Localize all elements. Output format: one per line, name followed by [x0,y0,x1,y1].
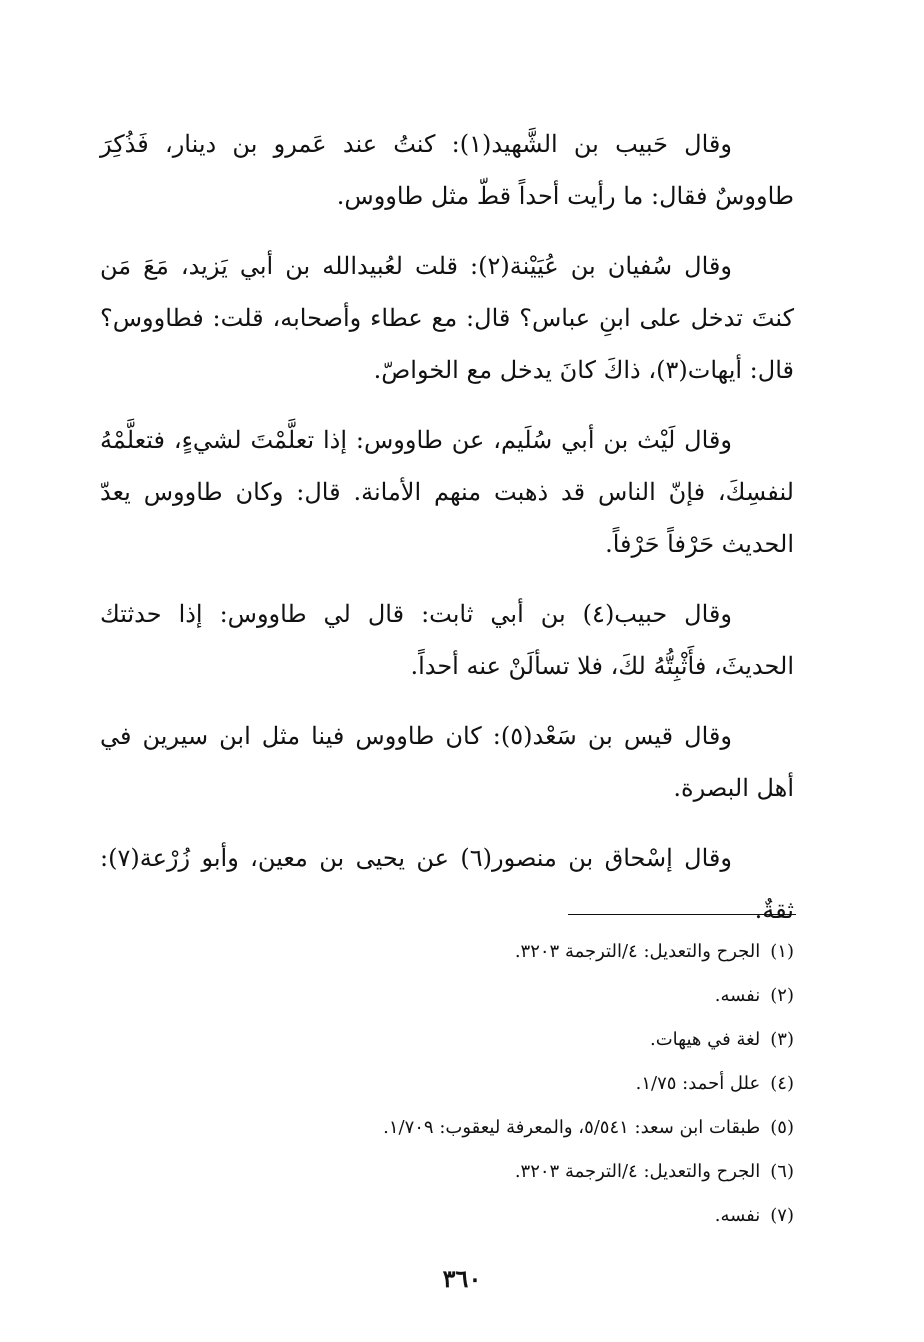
footnotes [100,930,794,1238]
footnote-number: (٣) [770,1029,794,1050]
paragraph-3: وقال لَيْث بن أبي سُلَيم، عن طاووس: إذا تعلَّمْتَ لشيءٍ، فتعلَّمْهُ لنفسِكَ، فإنّ الناس قد ذهبت منهم الأمانة. قال: وكان طاووس يعدّ الحديث حَرْفاً حَرْفاً. [100,426,794,558]
footnote-text: علل أحمد: ١/٧٥. [635,1073,761,1094]
footnote-number: (٥) [770,1117,794,1138]
paragraph-6: وقال إسْحاق بن منصور(٦) عن يحيى بن معين، وأبو زُرْعة(٧): ثقةٌ. [100,844,794,924]
footnote-number: (٦) [770,1161,794,1182]
footnote-text: الجرح والتعديل: ٤/الترجمة ٣٢٠٣. [514,941,761,962]
footnote-text: طبقات ابن سعد: ٥/٥٤١، والمعرفة ليعقوب: ١/٧٠٩. [383,1117,761,1138]
paragraph-1: وقال حَبيب بن الشَّهيد(١): كنتُ عند عَمرو بن دينار، فَذُكِرَ طاووسٌ فقال: ما رأيت أحداً قطّ مثل طاووس. [100,130,794,210]
page-number: ٣٦٠ [442,1264,482,1293]
paragraph-4: وقال حبيب(٤) بن أبي ثابت: قال لي طاووس: إذا حدثتك الحديثَ، فأَثْبِتُّهُ لكَ، فلا تسألَنْ عنه أحداً. [100,600,794,680]
footnote-text: نفسه. [714,985,761,1006]
footnote-number: (١) [770,941,794,962]
footnote-7 [100,1194,794,1238]
footnote-number: (٤) [770,1073,794,1094]
footnote-text: الجرح والتعديل: ٤/الترجمة ٣٢٠٣. [514,1161,761,1182]
footnote-1 [100,930,794,974]
paragraph-5: وقال قيس بن سَعْد(٥): كان طاووس فينا مثل ابن سيرين في أهل البصرة. [100,722,794,802]
footnote-number: (٢) [770,985,794,1006]
footnote-number: (٧) [770,1205,794,1226]
footnote-text: نفسه. [714,1205,761,1226]
paragraph-2: وقال سُفيان بن عُيَيْنة(٢): قلت لعُبيدالله بن أبي يَزيد، مَعَ مَن كنتَ تدخل على ابنِ عباس؟ قال: مع عطاء وأصحابه، قلت: فطاووس؟ قال: أيهات(٣)، ذاكَ كانَ يدخل مع الخواصّ. [100,252,794,384]
main-text [100,118,794,954]
footnote-2 [100,974,794,1018]
footnote-4 [100,1062,794,1106]
footnote-separator [568,914,796,915]
footnote-6 [100,1150,794,1194]
footnote-3 [100,1018,794,1062]
footnote-5 [100,1106,794,1150]
footnote-text: لغة في هيهات. [650,1029,761,1050]
